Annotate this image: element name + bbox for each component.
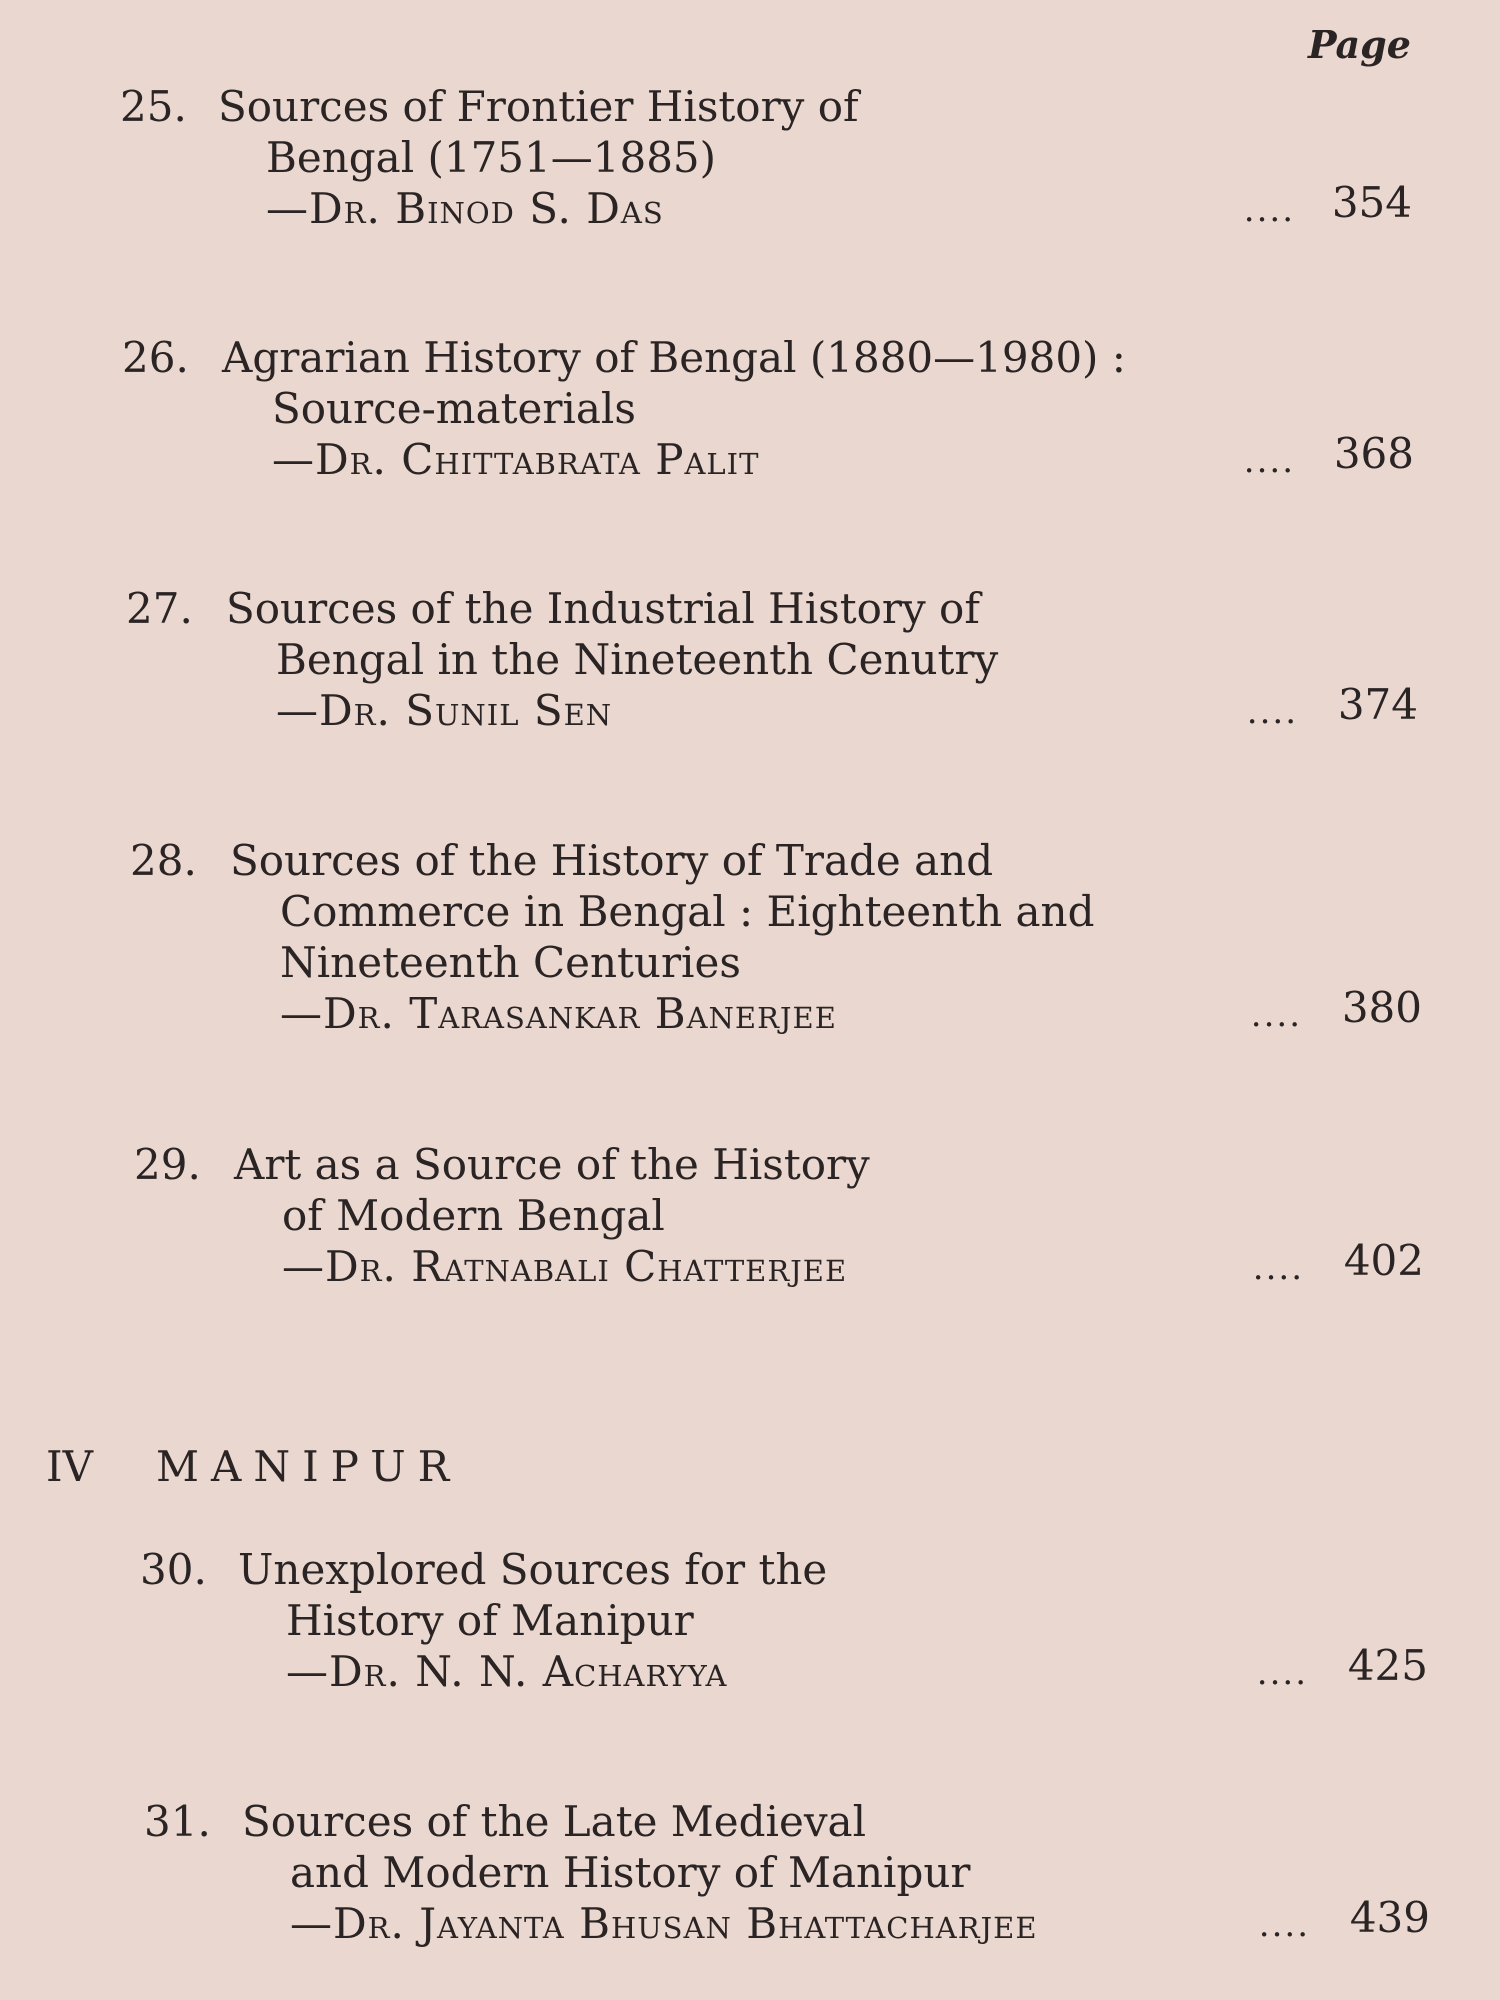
entry-title-line-1: Sources of the Industrial History of xyxy=(226,584,980,633)
entry-title-line-2: History of Manipur xyxy=(286,1596,694,1645)
entry-title-line-1: Sources of the History of Trade and xyxy=(230,836,994,885)
entry-title-line-2: Bengal (1751—1885) xyxy=(266,133,717,182)
entry-number: 28. xyxy=(130,836,197,885)
page-number: 354 xyxy=(1331,178,1412,227)
entry-title-line-1: Art as a Source of the History xyxy=(234,1140,870,1189)
entry-title-line-2: and Modern History of Manipur xyxy=(290,1848,971,1897)
section-title: MANIPUR xyxy=(156,1442,462,1491)
entry-title-line-1: Agrarian History of Bengal (1880—1980) : xyxy=(222,333,1126,382)
dot-leader: .... xyxy=(1250,995,1302,1035)
page-number: 368 xyxy=(1333,429,1414,478)
entry-author: —Dr. Jayanta Bhusan Bhattacharjee xyxy=(290,1899,1038,1948)
dot-leader: .... xyxy=(1256,1653,1308,1693)
entry-title-line-1: Unexplored Sources for the xyxy=(238,1545,828,1594)
entry-number: 27. xyxy=(126,584,193,633)
page-number: 402 xyxy=(1343,1236,1424,1285)
entry-author: —Dr. Chittabrata Palit xyxy=(272,435,760,484)
entry-author: —Dr. Sunil Sen xyxy=(276,686,613,735)
entry-number: 31. xyxy=(144,1797,211,1846)
page-number: 374 xyxy=(1337,680,1418,729)
entry-author: —Dr. N. N. Acharyya xyxy=(286,1647,728,1696)
page-column-heading: Page xyxy=(1308,22,1411,67)
entry-author: —Dr. Binod S. Das xyxy=(266,184,664,233)
dot-leader: .... xyxy=(1258,1905,1310,1945)
page-number: 380 xyxy=(1341,983,1422,1032)
entry-author: —Dr. Tarasankar Banerjee xyxy=(280,989,837,1038)
entry-number: 26. xyxy=(122,333,189,382)
page-number: 425 xyxy=(1347,1641,1428,1690)
dot-leader: .... xyxy=(1243,441,1295,481)
entry-number: 29. xyxy=(134,1140,201,1189)
page-number: 439 xyxy=(1349,1893,1430,1942)
entry-number: 30. xyxy=(140,1545,207,1594)
section-heading-manipur xyxy=(46,1442,461,1491)
dot-leader: .... xyxy=(1246,692,1298,732)
entry-title-line-2: Commerce in Bengal : Eighteenth and xyxy=(280,887,1095,936)
dot-leader: .... xyxy=(1243,190,1295,230)
entry-title-line-2: Bengal in the Nineteenth Cenutry xyxy=(276,635,999,684)
entry-title-line-1: Sources of the Late Medieval xyxy=(242,1797,867,1846)
entry-title-line-3: Nineteenth Centuries xyxy=(280,938,741,987)
entry-title-line-1: Sources of Frontier History of xyxy=(218,82,859,131)
entry-author: —Dr. Ratnabali Chatterjee xyxy=(282,1242,848,1291)
dot-leader: .... xyxy=(1252,1248,1304,1288)
entry-number: 25. xyxy=(120,82,187,131)
section-numeral: IV xyxy=(46,1442,93,1491)
entry-title-line-2: of Modern Bengal xyxy=(282,1191,665,1240)
entry-title-line-2: Source-materials xyxy=(272,384,636,433)
